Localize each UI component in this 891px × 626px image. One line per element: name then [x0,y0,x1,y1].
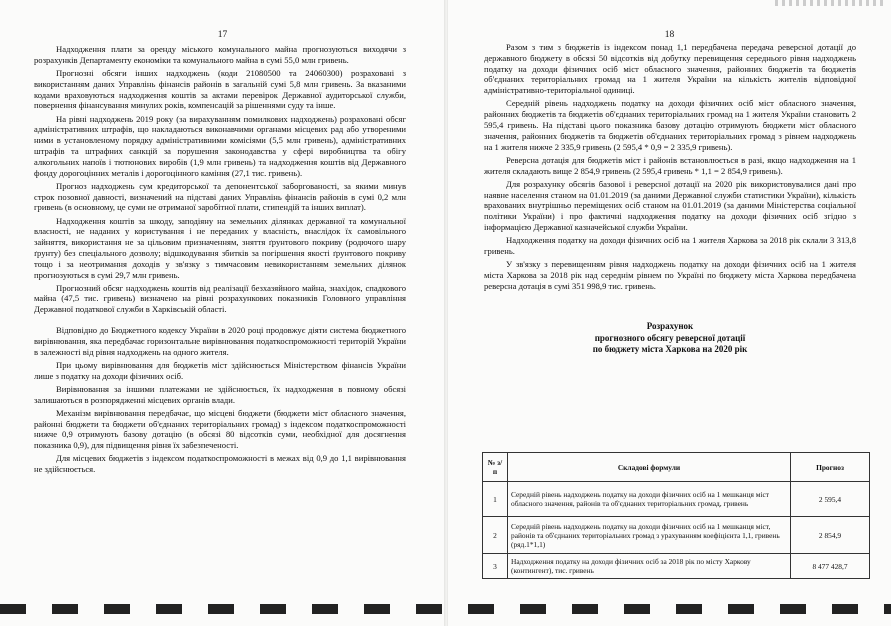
table-title [484,321,856,356]
paragraph: Прогноз надходжень сум кредиторської та депонентської заборгованості, за якими минув строк позовної давності, визначений на підставі даних Управлінь фінансів районів в сумі 0,2 млн гривень (в основному, це суми не отриманої заробітної плати, стипендій та інших виплат). [34,180,406,213]
row-description: Середній рівень надходжень податку на доходи фізичних осіб на 1 мешканця міст, районів та об'єднаних територіальних громад з урахуванням коефіцієнта 1,1, гривень (ряд.1*1,1) [508,517,791,554]
paragraph: Вирівнювання за іншими платежами не здійснюється, їх надходження в повному обсязі залишаються в розпорядженні місцевих органів влади. [34,383,406,405]
page-17 [0,0,445,626]
table-row [483,517,870,554]
paragraph: Разом з тим з бюджетів із індексом понад 1,1 передбачена передача реверсної дотації до державного бюджету в обсязі 50 відсотків від добутку перевищення середнього рівня надходжень податку на доходи фізичних осіб міст обласного значення, районних бюджетів та бюджетів об'єднаних територіальних громад на 1 жителя України на кількість жителів відповідної адміністративно-територіальної одиниці. [484,42,856,96]
paragraph: Відповідно до Бюджетного кодексу України в 2020 році продовжує діяти система бюджетного вирівнювання, яка передбачає горизонтальне вирівнювання податкоспроможності територій України в залежності від рівня надходжень на одного жителя. [34,325,406,357]
row-description: Надходження податку на доходи фізичних осіб за 2018 рік по місту Харкову (контингент), тис. гривень [508,554,791,579]
paragraph: На рівні надходжень 2019 року (за вирахуванням помилкових надходжень) розраховані обсяг адміністративних штрафів, що накладаються виконавчими органами місцевих рад або утвореними ними в установленому порядку адміністративними комісіями (5,5 млн гривень), адміністративних штрафів та штрафних санкцій за порушення законодавства у сфері виробництва та обігу алкогольних напоїв і тютюнових виробів (1,9 млн гривень) та надходження коштів від Державного фонду дорогоцінних металів і дорогоцінного каміння (27,1 тис. гривень). [34,113,406,178]
title-line: по бюджету міста Харкова на 2020 рік [592,344,748,355]
row-value: 2 595,4 [791,482,870,517]
title-line: Розрахунок [646,321,694,332]
paragraph: Для місцевих бюджетів з індексом податкоспроможності в межах від 0,9 до 1,1 вирівнювання не здійснюється. [34,453,406,475]
scan-artifact [775,0,885,6]
table-header-row [483,453,870,482]
paragraph: Надходження податку на доходи фізичних осіб на 1 жителя Харкова за 2018 рік склали 3 313,8 гривень. [484,235,856,256]
paragraph: Реверсна дотація для бюджетів міст і районів встановлюється в разі, якщо надходження на 1 жителя складають вище 2 854,9 гривень (2 595,4 гривень * 1,1 = 2 854,9 гривень). [484,154,856,176]
paragraph: Надходження коштів за шкоду, заподіяну на земельних ділянках державної та комунальної власності, не наданих у користування і не переданих у власність, внаслідок їх самовільного зайняття, використання не за цільовим призначенням, зняття ґрунтового покриву (родючого шару ґрунту) без спеціального дозволу; відшкодування збитків за погіршення якості ґрунтового покриву тощо і за неотримання доходів у зв'язку з тимчасовим невикористанням земельних ділянок прогнозуються в сумі 29,7 млн гривень. [34,215,406,280]
paragraph: У зв'язку з перевищенням рівня надходжень податку на доходи фізичних осіб на 1 жителя міста Харкова за 2018 рік над середнім рівнем по Україні по бюджету міста Харкова передбачена реверсна дотація в сумі 351 998,9 тис. гривень. [484,259,856,291]
table-row [483,554,870,579]
title-line: прогнозного обсягу реверсної дотації [594,332,746,343]
col-header-forecast: Прогноз [791,453,870,482]
paragraph: Для розрахунку обсягів базової і реверсної дотації на 2020 рік використовувалися дані про наявне населення станом на 01.01.2019 (за даними Державної служби статистики України), кількість врахованих внутрішньо переміщених осіб станом на 01.01.2019 (за даними Міністерства соціальної політики України) і про фактичні надходження податку на доходи фізичних осіб згідно з інформацією Державної казначейської служби України. [484,178,856,232]
paragraph: Механізм вирівнювання передбачає, що місцеві бюджети (бюджети міст обласного значення, районні бюджети та бюджети об'єднаних територіальних громад) з індексом податкоспроможності нижче 0,9 отримують базову дотацію (в обсязі 80 відсотків суми, необхідної для досягнення показника 0,9), для підвищення рівня їх забезпеченості. [34,407,406,451]
row-value: 8 477 428,7 [791,554,870,579]
paragraph: Надходження плати за оренду міського комунального майна прогнозуються виходячи з розрахунків Департаменту економіки та комунального майна в сумі 55,0 млн гривень. [34,44,406,65]
paragraph: Середній рівень надходжень податку на доходи фізичних осіб міст обласного значення, районних бюджетів та бюджетів об'єднаних територіальних громад на 1 жителя України становить 2 595,4 гривень. На підставі цього показника базову дотацію отримують бюджети міст обласного значення, районних бюджетів та бюджетів об'єднаних територіальних громад з рівнем надходжень на 1 жителя нижче 2 335,9 гривень (2 595,4 * 0,9 = 2 335,9 гривень). [484,98,856,152]
right-text-column [484,42,856,356]
row-number: 3 [483,554,508,579]
row-number: 2 [483,517,508,554]
row-value: 2 854,9 [791,517,870,554]
page-number: 17 [217,30,228,40]
row-number: 1 [483,482,508,517]
scan-edge-marks [0,604,891,614]
row-description: Середній рівень надходжень податку на доходи фізичних осіб на 1 мешканця міст обласного значення, районів та об'єднаних територіальних громад, гривень [508,482,791,517]
paragraph: Прогнозні обсяги інших надходжень (коди 21080500 та 24060300) розраховані з використанням даних Управлінь фінансів районів в загальній сумі 5,8 млн гривень. За вказаними кодами враховуються надходження коштів за актами перевірок Державної аудиторської служби, повернення фінансування минулих років, компенсацій за рішеннями суду та інше. [34,67,406,111]
paragraph: Прогнозний обсяг надходжень коштів від реалізації безхазяйного майна, знахідок, спадкового майна (47,5 тис. гривень) визначено на рівні розрахункових показників Головного управління Державної податкової служби в Харківській області. [34,282,406,315]
col-header-formula: Складові формули [508,453,791,482]
table-row [483,482,870,517]
left-text-column [34,44,406,477]
col-header-number: № з/п [483,453,508,482]
page-number: 18 [664,30,675,40]
page-18 [448,0,891,626]
paragraph: При цьому вирівнювання для бюджетів міст здійснюється Міністерством фінансів України лише з податку на доходи фізичних осіб. [34,359,406,381]
reverse-subsidy-table [482,452,870,579]
